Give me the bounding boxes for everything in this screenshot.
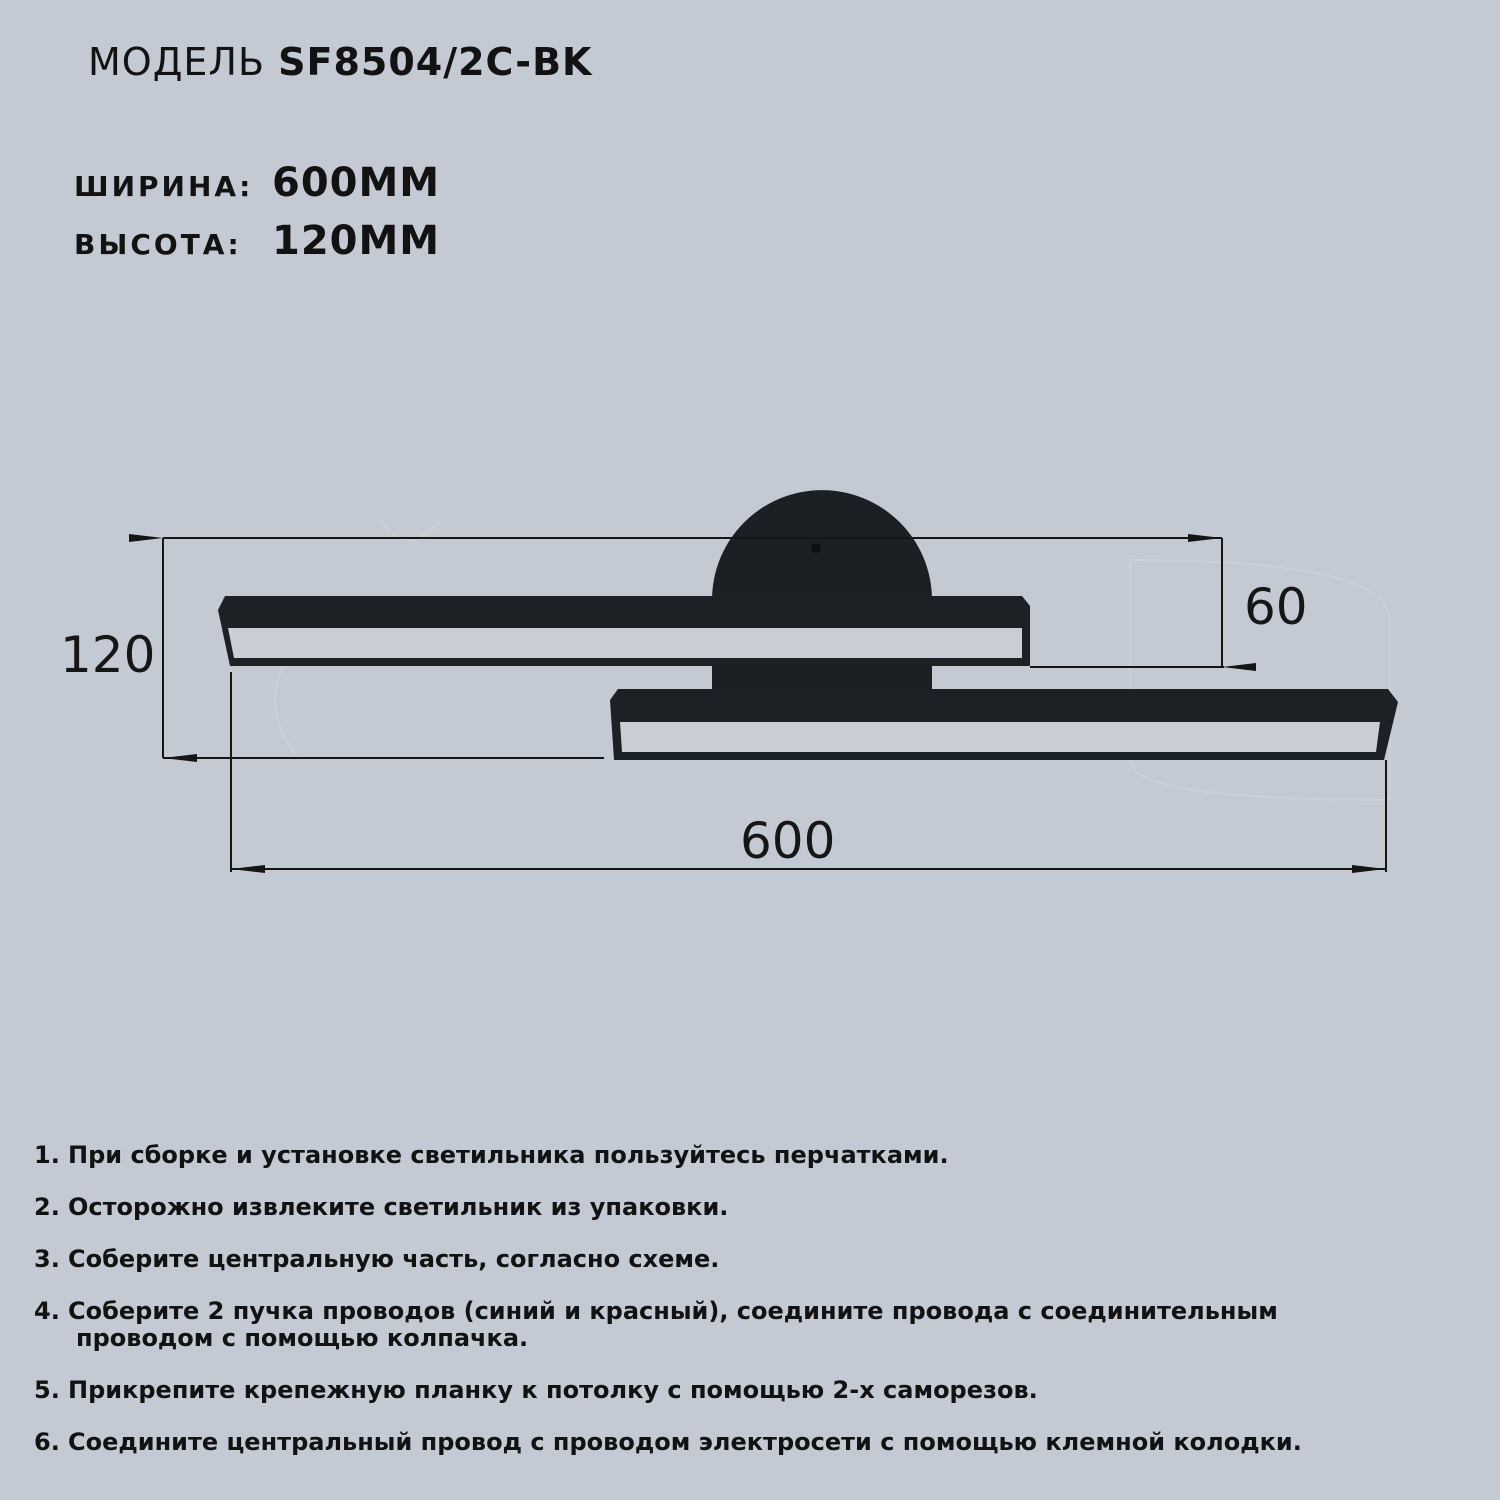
dim-width-total: 600 <box>740 812 836 870</box>
instruction-item <box>34 1142 1474 1169</box>
instruction-text: Соедините центральный провод с проводом электросети с помощью клемной колодки. <box>68 1428 1302 1456</box>
model-code: SF8504/2C-BK <box>278 40 593 84</box>
screw-icon <box>811 543 821 553</box>
spec-height-label: ВЫСОТА: <box>74 228 242 261</box>
instruction-number: 2. <box>34 1193 60 1221</box>
instructions-list <box>34 1142 1474 1481</box>
instruction-text-continued: проводом с помощью колпачка. <box>76 1324 529 1352</box>
dim-height-60 <box>1030 538 1224 667</box>
instruction-item <box>34 1246 1474 1273</box>
instruction-number: 5. <box>34 1376 60 1404</box>
dim-height-offset: 60 <box>1244 578 1308 636</box>
instruction-number: 1. <box>34 1141 60 1169</box>
instruction-text: При сборке и установке светильника пользуйтесь перчатками. <box>68 1141 949 1169</box>
instruction-text: Соберите центральную часть, согласно схеме. <box>68 1245 720 1273</box>
instruction-text: Прикрепите крепежную планку к потолку с помощью 2-х саморезов. <box>68 1376 1038 1404</box>
instruction-item <box>34 1298 1474 1352</box>
upper-light-bar <box>218 596 1030 666</box>
dim-height-total: 120 <box>60 626 156 684</box>
instruction-item <box>34 1377 1474 1404</box>
instruction-text: Соберите 2 пучка проводов (синий и красный), соедините провода с соединительным <box>68 1297 1278 1325</box>
instruction-number: 3. <box>34 1245 60 1273</box>
model-label: МОДЕЛЬ <box>88 40 266 84</box>
spec-width-label: ШИРИНА: <box>74 170 254 203</box>
spec-height-value: 120ММ <box>272 218 441 264</box>
instruction-number: 4. <box>34 1297 60 1325</box>
lower-light-bar <box>610 689 1398 760</box>
spec-width-value: 600ММ <box>272 160 441 206</box>
instruction-number: 6. <box>34 1428 60 1456</box>
instruction-item <box>34 1194 1474 1221</box>
instruction-item <box>34 1429 1474 1456</box>
instruction-text: Осторожно извлеките светильник из упаковки. <box>68 1193 729 1221</box>
